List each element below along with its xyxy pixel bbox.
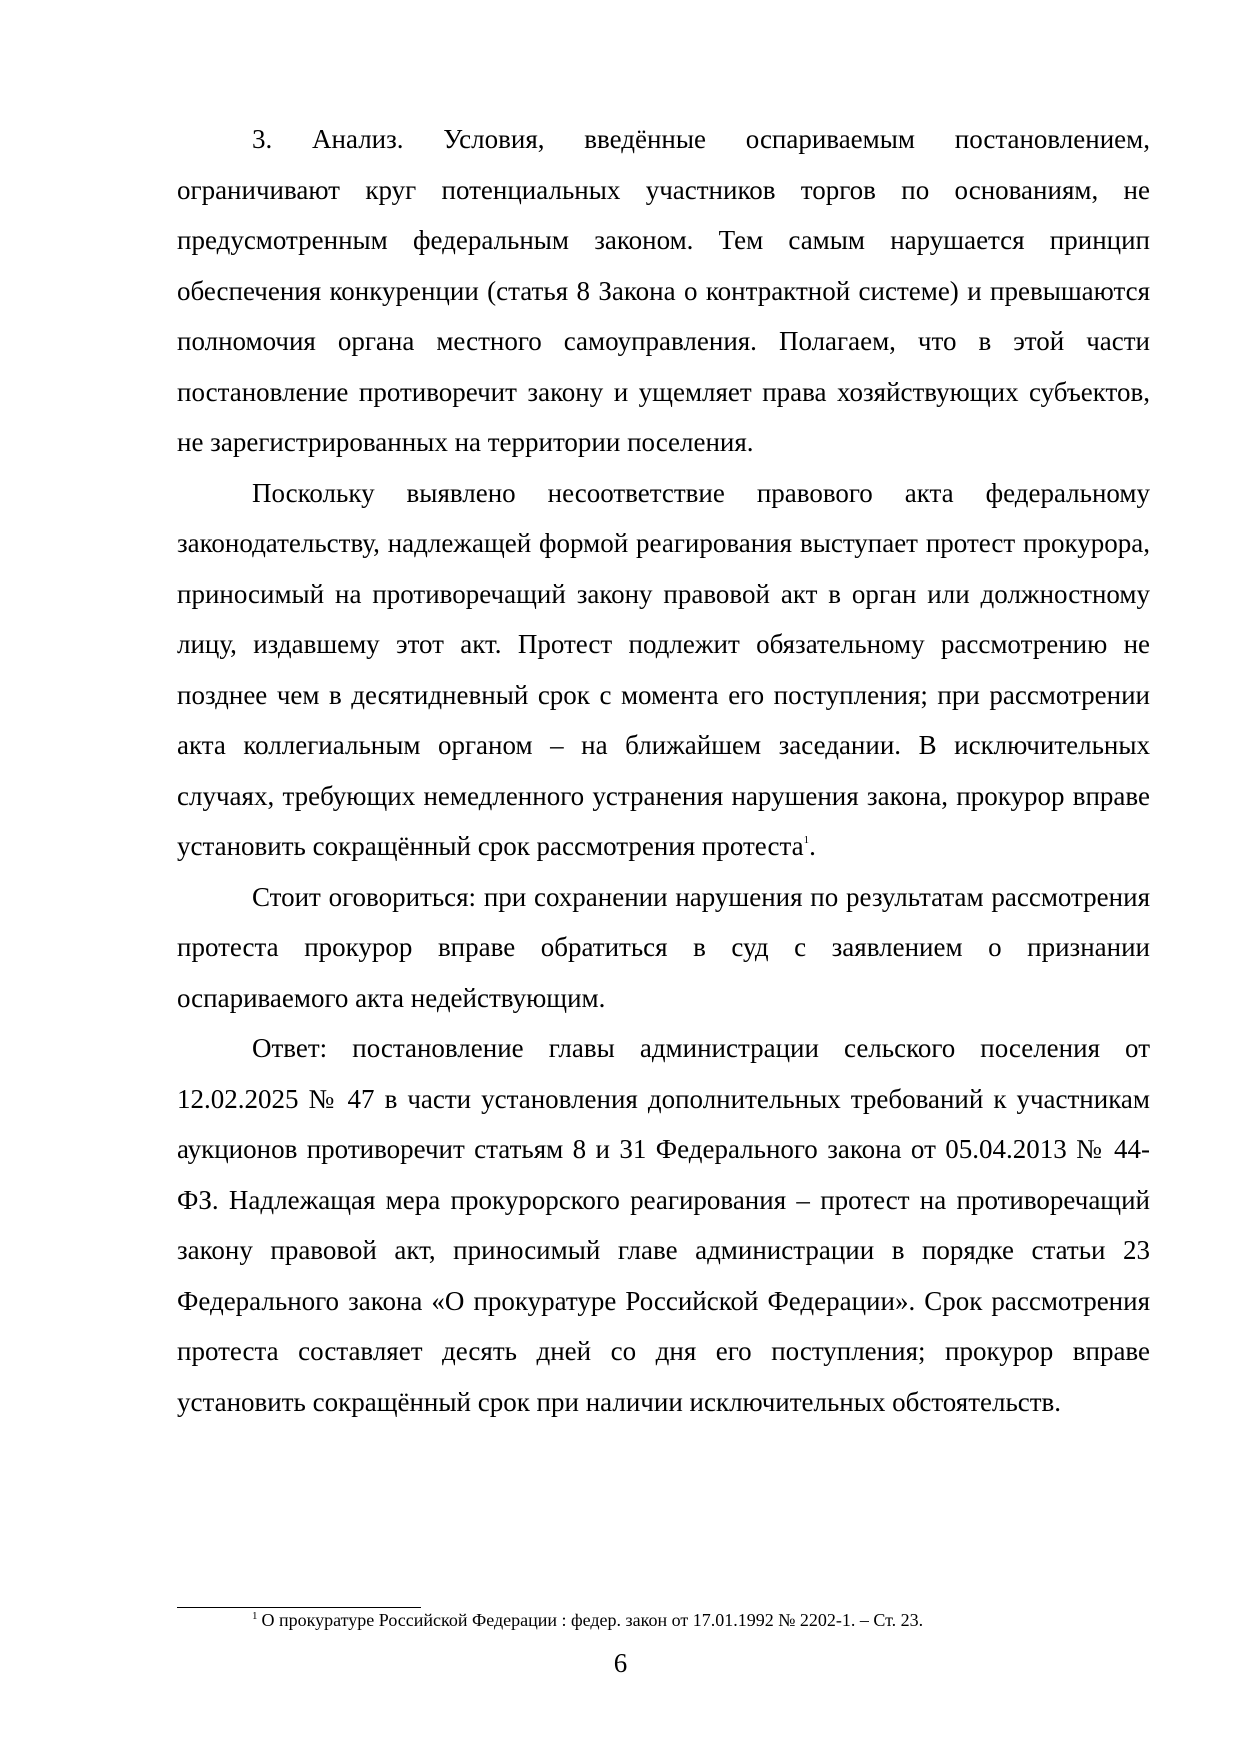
footnote-number: 1 (252, 1610, 258, 1622)
page-number: 6 (613, 1648, 628, 1678)
paragraph-protest-end: . (809, 831, 816, 861)
footnote-text: О прокуратуре Российской Федерации : федер. закон от 17.01.1992 № 2202-1. – Ст. 23. (261, 1610, 924, 1630)
paragraph-protest (177, 468, 1150, 872)
footnote-reference[interactable]: 1 (803, 834, 810, 846)
footnote (252, 1608, 1152, 1632)
paragraph-protest-text: Поскольку выявлено несоответствие правового акта федеральному законодательству, надлежащей формой реагирования выступает протест прокурора, приносимый на противоречащий закону правовой акт в орган или должностному лицу, издавшему этот акт. Протест подлежит обязательному рассмотрению не позднее чем в десятидневный срок с момента его поступления; при рассмотрении акта коллегиальным органом – на ближайшем заседании. В исключительных случаях, требующих немедленного устранения нарушения закона, прокурор вправе установить сокращённый срок рассмотрения протеста (177, 477, 1150, 861)
paragraph-analysis: 3. Анализ. Условия, введённые оспариваемым постановлением, ограничивают круг потенциальных участников торгов по основаниям, не предусмотренным федеральным законом. Тем самым нарушается принцип обеспечения конкуренции (статья 8 Закона о контрактной системе) и превышаются полномочия органа местного самоуправления. Полагаем, что в этой части постановление противоречит закону и ущемляет права хозяйствующих субъектов, не зарегистрированных на территории поселения. (177, 124, 1150, 457)
document-body (177, 114, 1150, 1427)
paragraph-answer: Ответ: постановление главы администрации сельского поселения от 12.02.2025 № 47 в части установления дополнительных требований к участникам аукционов противоречит статьям 8 и 31 Федерального закона от 05.04.2013 № 44-ФЗ. Надлежащая мера прокурорского реагирования – протест на противоречащий закону правовой акт, приносимый главе администрации в порядке статьи 23 Федерального закона «О прокуратуре Российской Федерации». Срок рассмотрения протеста составляет десять дней со дня его поступления; прокурор вправе установить сокращённый срок при наличии исключительных обстоятельств. (177, 1033, 1150, 1417)
paragraph-court: Стоит оговориться: при сохранении нарушения по результатам рассмотрения протеста прокурор вправе обратиться в суд с заявлением о признании оспариваемого акта недействующим. (177, 881, 1150, 1013)
